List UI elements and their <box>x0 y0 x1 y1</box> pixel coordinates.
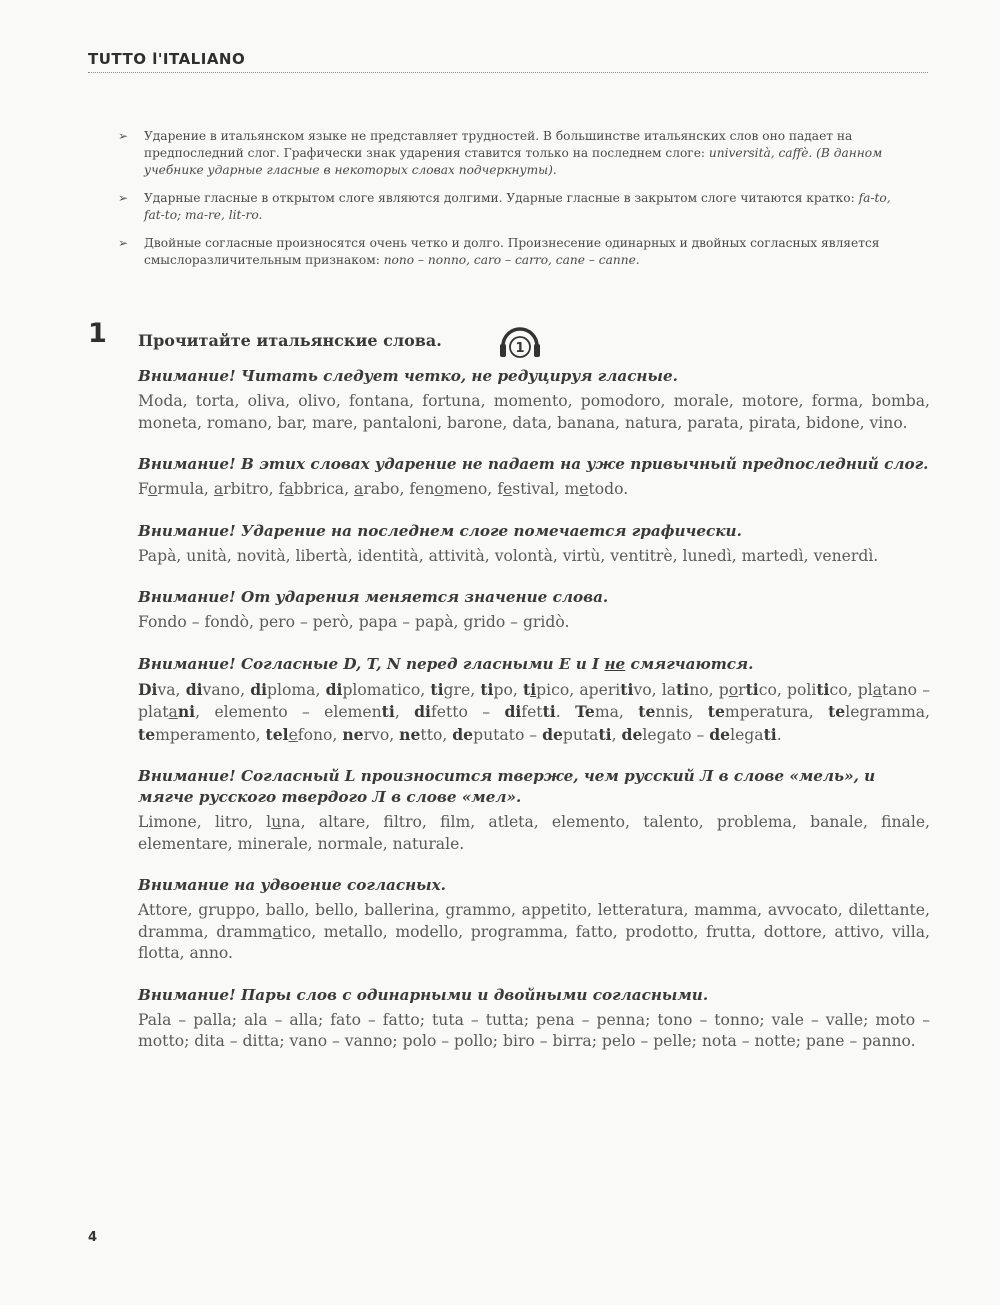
word-segment: ti <box>676 679 690 699</box>
section-heading: Внимание! В этих словах ударение не падает на уже привычный предпоследний слог. <box>138 455 929 473</box>
word-segment: , <box>394 703 415 721</box>
word-segment: di <box>504 702 522 721</box>
section-heading: Внимание! Согласный L произносится тверже, чем русский Л в слове «мель», и мягче русского твердого Л в слове «мел». <box>138 767 876 806</box>
stress-word: arabo, <box>354 480 410 498</box>
word-list <box>138 479 930 501</box>
note-examples: fa-to, fat-to; ma-re, lit-ro. <box>144 191 891 222</box>
word-segment: ti <box>763 724 777 744</box>
word-segment: , <box>611 725 622 744</box>
word-list: Moda, torta, oliva, olivo, fontana, fortuna, momento, pomodoro, morale, motore, forma, bomba, moneta, romano, bar, mare, pantaloni, barone, data, banana, natura, parata, pirata, bidone, vino. <box>138 392 930 432</box>
word-segment: , elemento – elemen <box>195 703 382 721</box>
word-segment: ne <box>342 724 364 744</box>
exercise-title: Прочитайте итальянские слова. <box>138 331 442 350</box>
word-segment: legato – <box>642 725 710 744</box>
word-segment: te <box>138 724 156 744</box>
word-segment: tico, metallo, modello, programma, fatto, prodotto, frutta, dottore, attivo, villa, flotta, anno. <box>138 922 931 962</box>
word-segment: va, <box>157 680 186 699</box>
word-segment: vo, la <box>633 680 677 699</box>
word-segment: ti <box>480 679 494 699</box>
word-segment: ti <box>816 679 830 699</box>
note-remark: (В данном учебнике ударные гласные в некоторых словах подчеркнуты). <box>144 146 883 177</box>
word-segment: a <box>272 922 282 941</box>
exercise-number: 1 <box>88 318 107 349</box>
word-list: Papà, unità, novità, libertà, identità, attività, volontà, virtù, ventitrè, lunedì, martedì, venerdì. <box>138 546 879 565</box>
word-segment: ti <box>620 679 634 699</box>
headphones-icon[interactable] <box>498 322 542 360</box>
word-segment: mperamento, <box>155 725 266 744</box>
word-segment: rvo, <box>363 725 400 744</box>
word-segment: nnis, <box>655 703 708 721</box>
word-segment: fet <box>521 703 543 721</box>
intro-note <box>118 235 908 269</box>
word-segment: tel <box>265 724 289 744</box>
word-segment: lega <box>730 725 764 744</box>
reading-section <box>138 654 930 747</box>
word-segment: u <box>271 813 282 831</box>
word-list: Pala – palla; ala – alla; fato – fatto; tuta – tutta; pena – penna; tono – tonno; vale – valle; moto – motto; dita – ditta; vano – vanno; polo – pollo; biro – birra; pelo – pelle; nota – notte; pane – panno. <box>138 1010 930 1050</box>
word-segment: a <box>872 680 883 699</box>
stress-word: metodo. <box>564 480 629 498</box>
note-text: Ударение в итальянском языке не представляет трудностей. В большинстве итальянских слов оно падает на предпоследний слог. Графически знак ударения ставится только на последнем слоге: <box>144 129 853 160</box>
note-examples: università, caffè. <box>708 146 813 160</box>
word-list <box>138 900 930 965</box>
stressed-vowel: e <box>502 480 513 498</box>
word-list: Fondo – fondò, pero – però, papa – papà, grido – gridò. <box>138 613 570 631</box>
intro-notes <box>118 128 908 280</box>
word-segment: co, pl <box>829 680 873 699</box>
section-heading: Внимание! От ударения меняется значение слова. <box>138 588 609 606</box>
word-segment: Te <box>575 702 595 721</box>
section-heading: Внимание! Пары слов с одинарными и двойными согласными. <box>138 985 709 1004</box>
reading-section <box>138 766 930 855</box>
word-segment: . <box>776 725 782 744</box>
word-segment: r <box>738 680 746 699</box>
stress-word: fenomeno, <box>409 480 498 498</box>
exercise-content <box>138 366 930 1073</box>
word-segment: plomatico, <box>342 680 431 699</box>
page-number: 4 <box>88 1230 98 1245</box>
word-segment: tto, <box>420 725 453 744</box>
reading-section <box>138 366 930 434</box>
running-header <box>88 49 928 73</box>
word-segment: ni <box>177 702 196 721</box>
note-text: Двойные согласные произносятся очень четко и долго. Произнесение одинарных и двойных согласных является смыслоразличительным признаком: <box>144 236 880 267</box>
section-heading: Внимание! Ударение на последнем слоге помечается графически. <box>138 521 742 540</box>
word-segment: te <box>707 702 725 721</box>
word-segment: ti <box>381 702 395 721</box>
intro-note <box>118 128 908 179</box>
reading-section <box>138 985 930 1053</box>
heading-part: Внимание! Согласные D, T, N перед гласными E и I <box>138 654 605 673</box>
reading-section <box>138 875 930 965</box>
word-segment: Di <box>138 679 158 699</box>
stressed-vowel: a <box>354 480 364 498</box>
word-segment: ma, <box>594 703 639 721</box>
word-segment: na, altare, filtro, film, atleta, elemento, talento, problema, banale, finale, elementare, minerale, normale, naturale. <box>138 813 931 853</box>
stress-word: arbitro, <box>213 480 279 498</box>
heading-part: смягчаются. <box>625 654 754 673</box>
note-text: Ударные гласные в открытом слоге являются долгими. Ударные гласные в закрытом слоге читаются кратко: <box>144 191 859 205</box>
stress-word: fabbrica, <box>278 480 355 498</box>
word-segment: po, <box>493 680 523 699</box>
arrow-bullet-icon: ➢ <box>118 129 129 143</box>
arrow-bullet-icon: ➢ <box>118 191 129 205</box>
section-heading <box>138 654 930 675</box>
word-segment: te <box>828 702 846 721</box>
word-segment: de <box>542 724 563 744</box>
word-segment: di <box>250 679 268 699</box>
stressed-vowel: a <box>284 480 294 498</box>
word-segment: mperatura, <box>724 703 829 721</box>
stressed-vowel: o <box>147 480 158 498</box>
stress-word: Formula, <box>138 480 214 498</box>
stressed-vowel: e <box>579 480 589 498</box>
section-heading: Внимание! Читать следует четко, не редуцируя гласные. <box>138 367 678 385</box>
word-list <box>138 679 930 747</box>
word-segment: di <box>185 679 203 699</box>
word-segment: ti <box>430 679 444 699</box>
word-segment: ploma, <box>267 680 326 699</box>
reading-section <box>138 587 930 634</box>
word-segment: co, poli <box>758 680 817 699</box>
word-segment: no, p <box>689 680 729 699</box>
word-segment: Attore, gruppo, ballo, bello, ballerina, grammo, appetito, letteratura, mamma, avvocato, dilettante, dramma, dramm <box>138 901 930 941</box>
word-segment: di <box>325 679 343 699</box>
word-segment: gre, <box>443 680 481 699</box>
word-segment: te <box>638 702 656 721</box>
word-segment: puta <box>562 725 599 744</box>
reading-section <box>138 521 930 568</box>
stressed-vowel: o <box>434 480 444 498</box>
arrow-bullet-icon: ➢ <box>118 236 129 250</box>
audio-track-number: 1 <box>515 341 525 356</box>
word-list <box>138 812 930 855</box>
word-segment: ti <box>745 679 759 699</box>
word-segment: de <box>709 724 731 744</box>
stress-word: festival, <box>497 480 565 498</box>
word-segment: e <box>288 725 298 744</box>
word-segment: tano – plat <box>138 680 930 721</box>
word-segment: o <box>728 680 739 699</box>
heading-emphasis: не <box>604 654 626 673</box>
word-segment: a <box>168 703 178 721</box>
word-segment: . <box>555 703 576 721</box>
word-segment: pico, aperi <box>536 680 621 699</box>
word-segment: de <box>452 724 474 744</box>
word-segment: legramma, <box>845 703 930 721</box>
stressed-vowel: a <box>213 480 224 498</box>
word-segment: fono, <box>297 725 343 744</box>
word-segment: Limone, litro, l <box>138 813 272 831</box>
note-examples: nono – nonno, caro – carro, cane – canne. <box>383 253 640 267</box>
section-heading: Внимание на удвоение согласных. <box>138 876 446 894</box>
word-segment: putato – <box>473 725 543 744</box>
word-segment: i <box>530 679 537 699</box>
word-segment: ne <box>399 724 421 744</box>
word-segment: vano, <box>202 680 251 699</box>
word-segment: ti <box>542 702 556 721</box>
word-segment: di <box>414 702 431 721</box>
word-segment: t <box>522 679 531 699</box>
reading-section <box>138 454 930 501</box>
word-segment: fetto – <box>430 703 505 721</box>
word-segment: de <box>621 724 643 744</box>
intro-note <box>118 190 908 224</box>
book-title: TUTTO l'ITALIANO <box>88 50 246 68</box>
word-segment: ti <box>598 724 612 744</box>
